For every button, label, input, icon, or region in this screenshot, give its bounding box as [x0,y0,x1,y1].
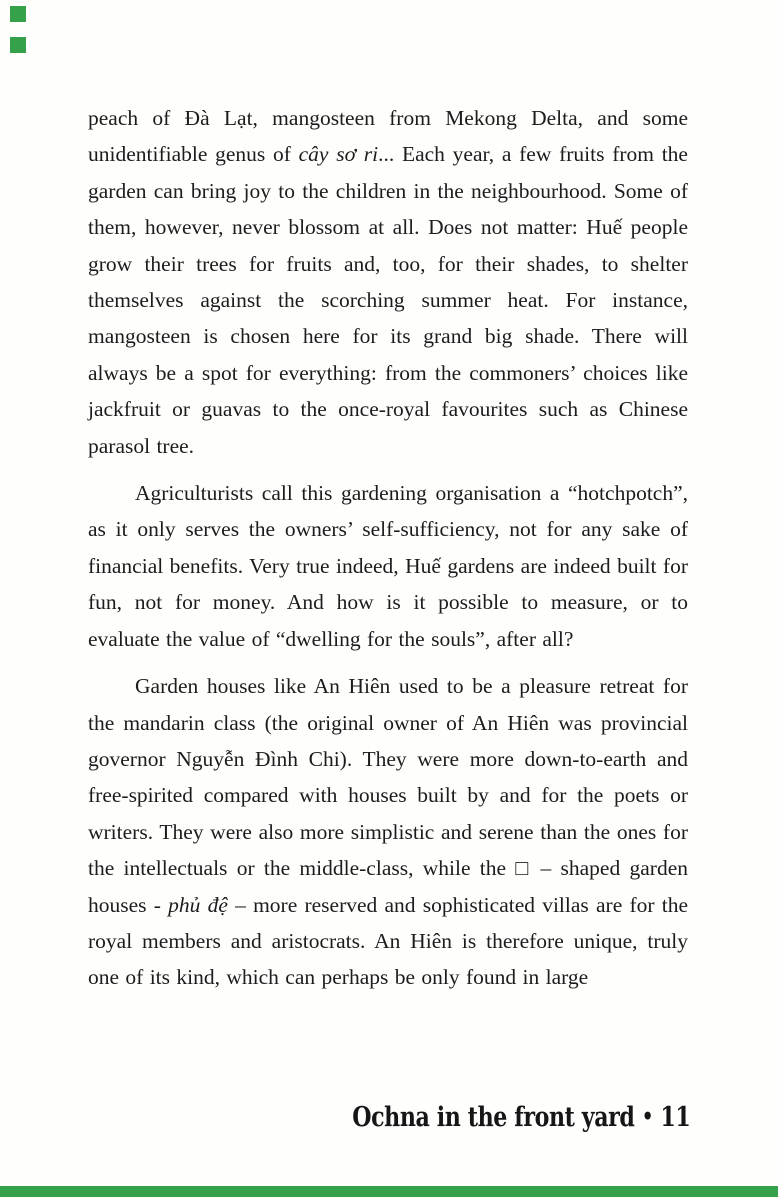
italic-text-run: cây sơ ri [298,142,379,167]
bottom-green-bar [0,1186,778,1197]
footer-separator: • [641,1104,653,1130]
corner-decorations [10,6,26,53]
paragraph [88,100,688,464]
footer-title: Ochna in the front yard [351,1102,635,1133]
text-run: – more reserved and sophisticated villas are for the royal members and aristocrats. An Hiên is therefore unique, truly one of its kind, which can perhaps be only found in large [88,892,689,990]
italic-text-run: phủ đệ [168,892,228,917]
page-footer [352,1102,690,1133]
green-square-top [10,6,26,22]
footer-page-number: 11 [660,1102,690,1133]
green-square-bottom [10,37,26,53]
paragraph [88,668,688,996]
text-run: Garden houses like An Hiên used to be a pleasure retreat for the mandarin class (the original owner of An Hiên was provincial governor Nguyễn Đình Chi). They were more down-to-earth and free-spirited compared with houses built by and for the poets or writers. They were also more simplistic and serene than the ones for the intellectuals or the middle-class, while the □ – shaped garden houses - [88,674,688,917]
text-run: ... Each year, a few fruits from the garden can bring joy to the children in the neighbourhood. Some of them, however, never blossom at all. Does not matter: Huế people grow their trees for fruits and, too, for their shades, to shelter themselves against the scorching summer heat. For instance, mangosteen is chosen here for its grand big shade. There will always be a spot for everything: from the commoners’ choices like jackfruit or guavas to the once-royal favourites such as Chinese parasol tree. [88,142,688,458]
paragraph [88,475,688,657]
text-run: Agriculturists call this gardening organisation a “hotchpotch”, as it only serves the owners’ self-sufficiency, not for any sake of financial benefits. Very true indeed, Huế gardens are indeed built for fun, not for money. And how is it possible to measure, or to evaluate the value of “dwelling for the souls”, after all? [88,481,688,651]
text-run: peach of Đà Lạt, mangosteen from Mekong Delta, and some unidentifiable genus of [88,106,688,167]
text-block [88,100,688,1007]
